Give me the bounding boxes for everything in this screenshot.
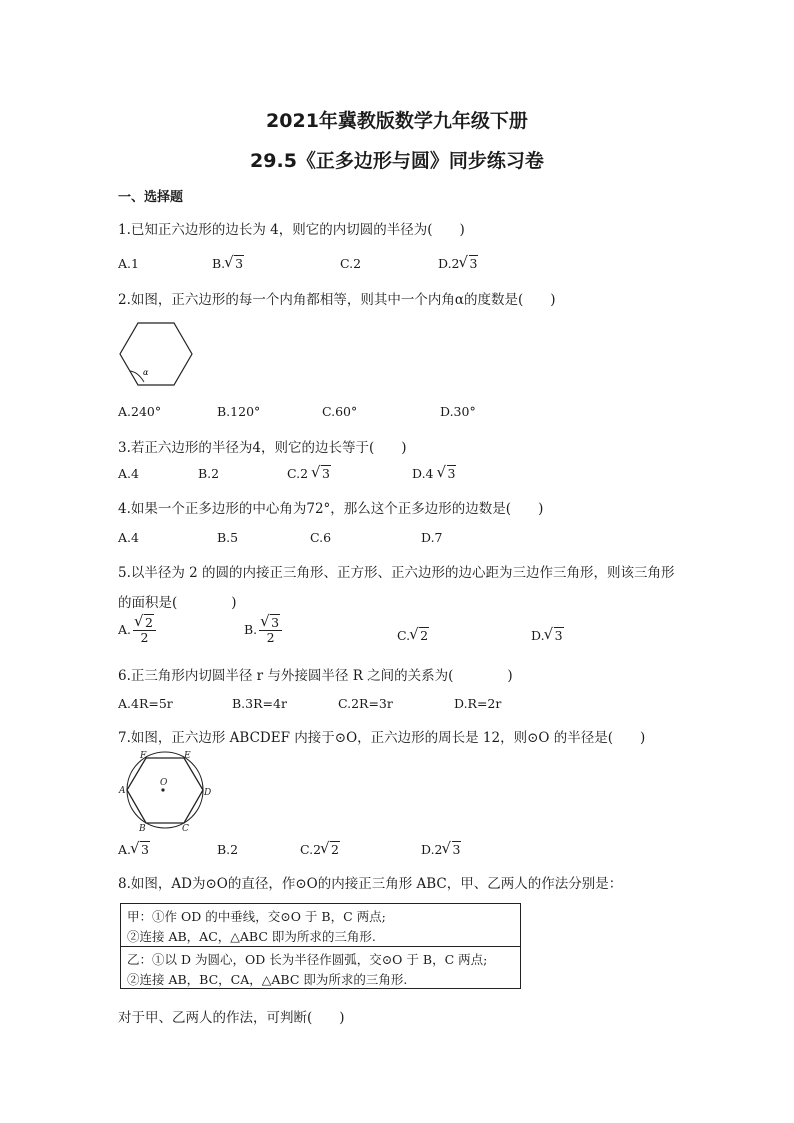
q3-option-a: A.4 (118, 466, 139, 481)
q7-option-a: A.√ 3 (118, 842, 150, 857)
svg-text:A: A (119, 786, 126, 796)
method-box (120, 903, 521, 989)
section-heading: 一、选择题 (118, 190, 184, 205)
q7-option-d: D.2√ 3 (421, 842, 461, 857)
q7-option-b: B.2 (217, 842, 239, 857)
question-3: 3.若正六边形的半径为4，则它的边长等于( ) (118, 440, 407, 456)
svg-text:F: F (140, 751, 147, 761)
q4-option-a: A.4 (118, 530, 139, 545)
question-5-line1: 5.以半径为 2 的圆的内接正三角形、正方形、正六边形的边心距为三边作三角形，则该三角形 (118, 565, 675, 581)
q6-option-a: A.4R=5r (118, 696, 173, 711)
question-7: 7.如图，正六边形 ABCDEF 内接于⊙O，正六边形的周长是 12，则⊙O 的半径是( ) (118, 730, 646, 746)
method-jia-step1: 甲：①作 OD 的中垂线，交⊙O 于 B，C 两点; (127, 909, 386, 924)
alpha-label: α (143, 368, 149, 377)
q2-option-a: A.240° (118, 404, 162, 419)
question-8-prompt: 对于甲、乙两人的作法，可判断( ) (118, 1010, 345, 1026)
q5-option-c: C.√ 2 (397, 628, 429, 643)
q5-option-d: D.√ 3 (531, 628, 564, 643)
q3-option-c: C.2 √ 3 (287, 466, 331, 481)
svg-text:C: C (182, 824, 189, 834)
method-yi-step2: ②连接 AB，BC，CA，△ABC 即为所求的三角形. (127, 972, 408, 987)
question-4: 4.如果一个正多边形的中心角为72°，那么这个正多边形的边数是( ) (118, 501, 544, 517)
q4-option-c: C.6 (310, 530, 332, 545)
q3-option-d: D.4 √ 3 (412, 466, 456, 481)
method-yi-step1: 乙：①以 D 为圆心，OD 长为半径作圆弧，交⊙O 于 B，C 两点; (127, 952, 488, 967)
question-5-line2: 的面积是( ) (118, 595, 237, 611)
q1-option-a: A.1 (118, 256, 139, 271)
svg-text:B: B (139, 824, 146, 834)
q4-option-d: D.7 (421, 530, 443, 545)
svg-text:D: D (204, 788, 212, 798)
q3-option-b: B.2 (198, 466, 220, 481)
svg-text:E: E (184, 751, 191, 761)
document-title: 2021年冀教版数学九年级下册 (266, 110, 528, 132)
question-1: 1.已知正六边形的边长为 4，则它的内切圆的半径为( ) (118, 222, 465, 238)
q7-option-c: C.2√ 2 (300, 842, 340, 857)
method-box-divider (121, 946, 520, 947)
q4-option-b: B.5 (217, 530, 239, 545)
method-jia-step2: ②连接 AB，AC，△ABC 即为所求的三角形. (127, 929, 376, 944)
q1-option-c: C.2 (340, 256, 362, 271)
question-2: 2.如图，正六边形的每一个内角都相等，则其中一个内角α的度数是( ) (118, 292, 556, 308)
inscribed-hexagon-figure (116, 748, 216, 834)
q5-option-a: A. √ $\frac{2}{2}$ (118, 616, 156, 645)
q1-option-b: B.√ 3 (212, 256, 244, 271)
q6-option-d: D.R=2r (454, 696, 502, 711)
q5-option-b: B. √ $\frac{3}{2}$ (244, 616, 282, 645)
q1-option-d: D.2√ 3 (438, 256, 478, 271)
question-6: 6.正三角形内切圆半径 r 与外接圆半径 R 之间的关系为( ) (118, 668, 513, 684)
q6-option-b: B.3R=4r (232, 696, 287, 711)
document-subtitle: 29.5《正多边形与圆》同步练习卷 (250, 150, 544, 172)
q2-option-b: B.120° (217, 404, 261, 419)
q2-option-c: C.60° (322, 404, 358, 419)
question-8: 8.如图，AD为⊙O的直径，作⊙O的内接正三角形 ABC，甲、乙两人的作法分别是： (118, 876, 623, 892)
q6-option-c: C.2R=3r (338, 696, 393, 711)
hexagon-figure (116, 320, 196, 388)
svg-text:O: O (160, 778, 168, 788)
q2-option-d: D.30° (440, 404, 476, 419)
